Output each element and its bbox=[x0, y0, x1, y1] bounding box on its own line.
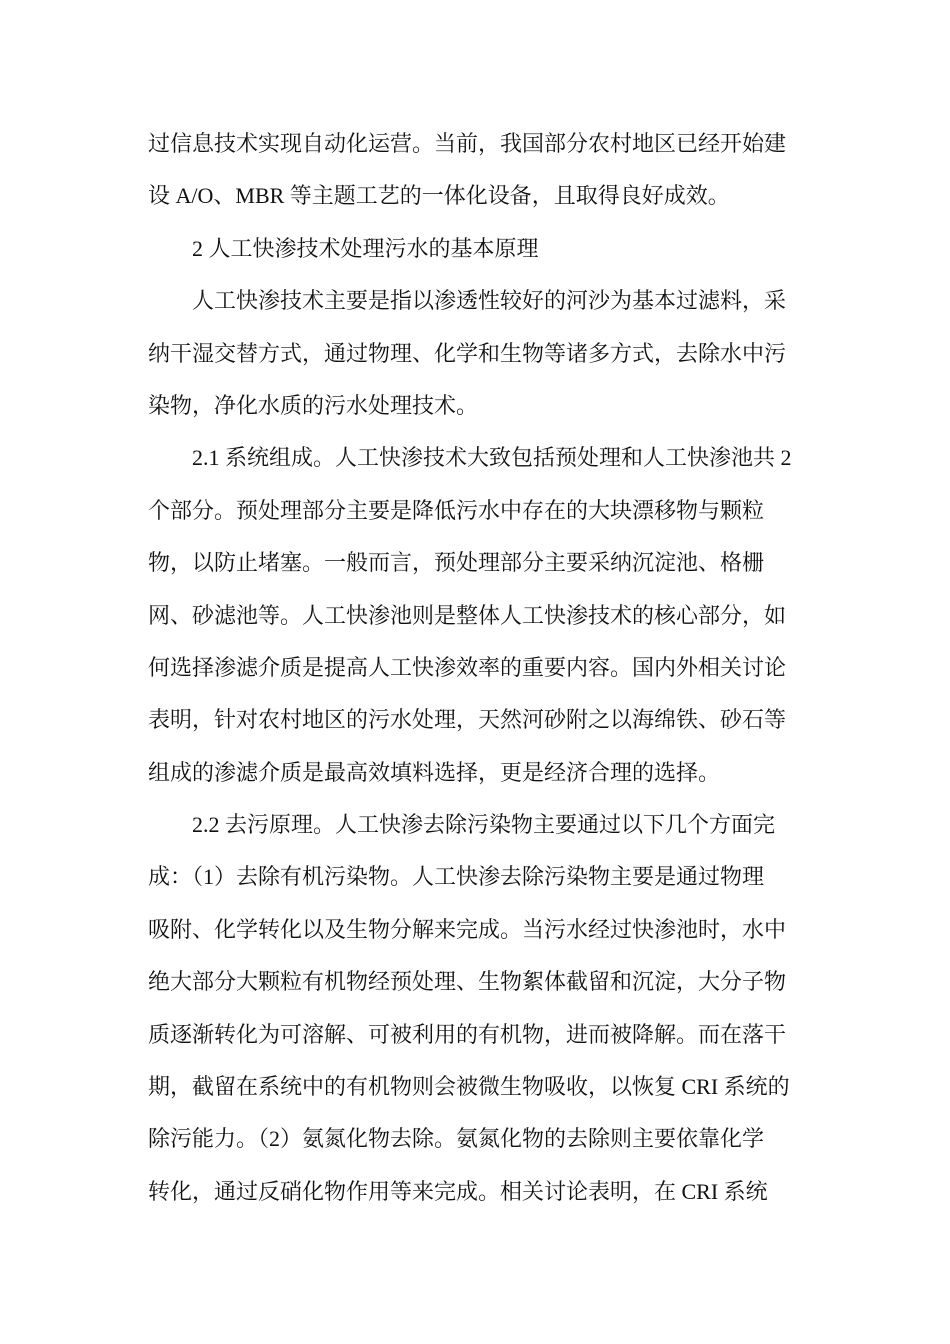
text-line: 网、砂滤池等。人工快渗池则是整体人工快渗技术的核心部分，如 bbox=[148, 602, 787, 628]
text-line: 组成的渗滤介质是最高效填料选择，更是经济合理的选择。 bbox=[148, 759, 721, 785]
text-line: 染物，净化水质的污水处理技术。 bbox=[148, 392, 479, 418]
text-line: 质逐渐转化为可溶解、可被利用的有机物，进而被降解。而在落干 bbox=[148, 1021, 787, 1047]
text-line: 期，截留在系统中的有机物则会被微生物吸收，以恢复 CRI 系统的 bbox=[148, 1074, 790, 1100]
text-line: 过信息技术实现自动化运营。当前，我国部分农村地区已经开始建 bbox=[148, 131, 787, 156]
text-line: 2.2 去污原理。人工快渗去除污染物主要通过以下几个方面完 bbox=[192, 812, 776, 838]
text-line: 物，以防止堵塞。一般而言，预处理部分主要采纳沉淀池、格栅 bbox=[148, 550, 765, 576]
text-line: 吸附、化学转化以及生物分解来完成。当污水经过快渗池时，水中 bbox=[148, 916, 787, 942]
text-line: 人工快渗技术主要是指以渗透性较好的河沙为基本过滤料，采 bbox=[192, 288, 787, 314]
text-line: 何选择渗滤介质是提高人工快渗效率的重要内容。国内外相关讨论 bbox=[148, 654, 787, 680]
text-line: 表明，针对农村地区的污水处理，天然河砂附之以海绵铁、砂石等 bbox=[148, 707, 787, 733]
text-line: 设 A/O、MBR 等主题工艺的一体化设备，且取得良好成效。 bbox=[148, 183, 730, 209]
section-heading: 2 人工快渗技术处理污水的基本原理 bbox=[192, 235, 539, 261]
text-line: 纳干湿交替方式，通过物理、化学和生物等诸多方式，去除水中污 bbox=[148, 340, 787, 366]
text-line: 除污能力。（2）氨氮化物去除。氨氮化物的去除则主要依靠化学 bbox=[148, 1126, 765, 1152]
body-text bbox=[148, 118, 808, 1218]
text-line: 转化，通过反硝化物作用等来完成。相关讨论表明，在 CRI 系统 bbox=[148, 1178, 768, 1204]
text-line: 个部分。预处理部分主要是降低污水中存在的大块漂移物与颗粒 bbox=[148, 497, 765, 523]
text-line: 绝大部分大颗粒有机物经预处理、生物絮体截留和沉淀，大分子物 bbox=[148, 969, 787, 995]
text-line: 2.1 系统组成。人工快渗技术大致包括预处理和人工快渗池共 2 bbox=[192, 445, 792, 471]
text-line: 成：（1）去除有机污染物。人工快渗去除污染物主要是通过物理 bbox=[148, 864, 765, 890]
